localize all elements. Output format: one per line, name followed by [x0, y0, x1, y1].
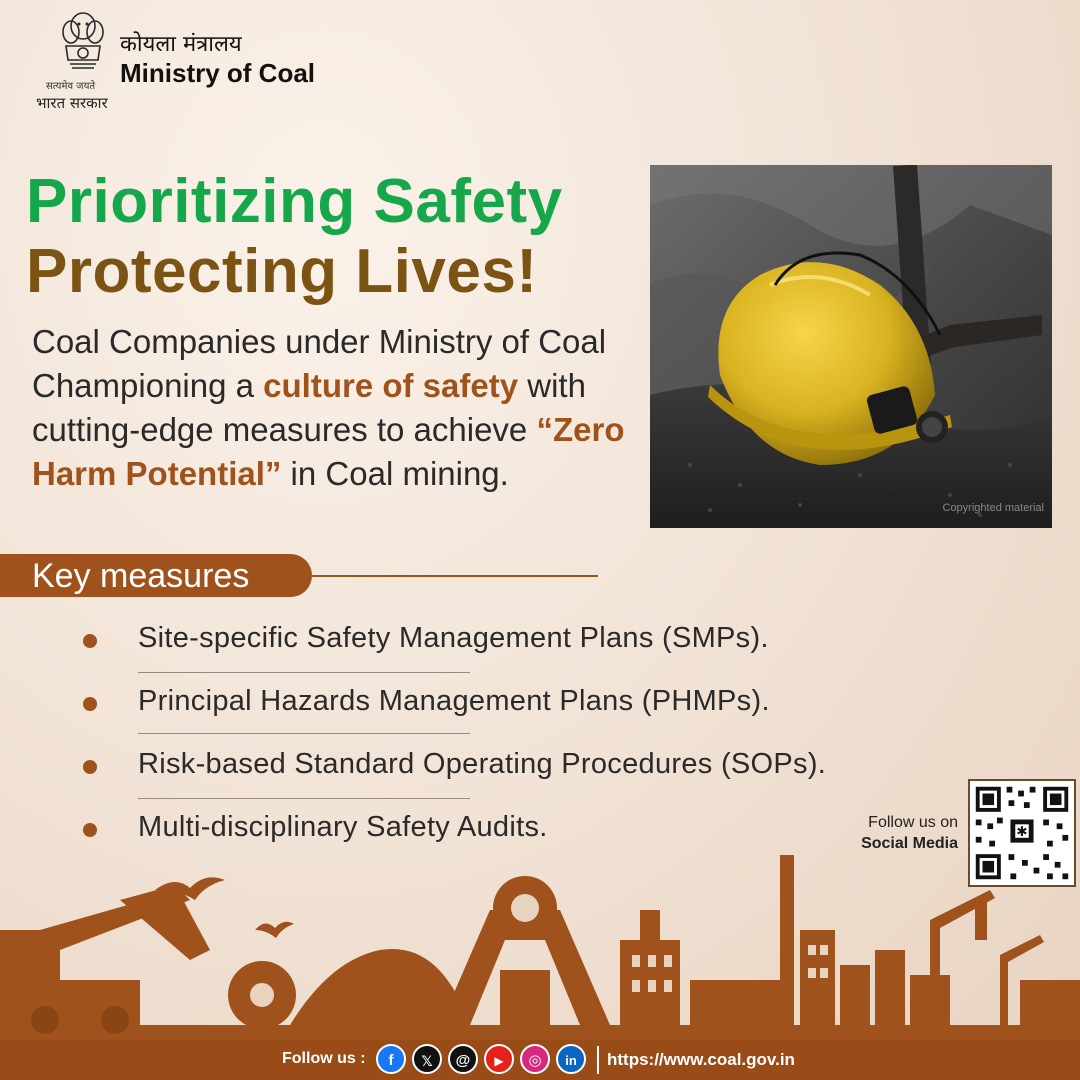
x-twitter-icon[interactable]: 𝕏	[412, 1044, 442, 1074]
qr-code-icon[interactable]	[968, 779, 1076, 887]
footer-divider	[597, 1046, 599, 1074]
government-label: भारत सरकार	[36, 94, 108, 112]
measure-text: Multi-disciplinary Safety Audits.	[138, 811, 548, 843]
measure-text: Risk-based Standard Operating Procedures (SOPs).	[138, 748, 827, 780]
measure-item	[0, 738, 980, 794]
intro-text-1: Coal Companies under Ministry of Coal Championing a	[32, 323, 607, 404]
headline-primary: Prioritizing Safety	[26, 167, 563, 236]
website-link[interactable]: https://www.coal.gov.in	[607, 1050, 795, 1069]
instagram-icon[interactable]: ◎	[520, 1044, 550, 1074]
emblem-motto: सत्यमेव जयते	[46, 81, 96, 92]
headline-secondary: Protecting Lives!	[26, 237, 538, 306]
follow-social-text	[830, 812, 958, 854]
intro-paragraph	[32, 320, 642, 496]
ministry-name-english: Ministry of Coal	[120, 58, 316, 88]
measure-text: Site-specific Safety Management Plans (SMPs).	[138, 622, 769, 654]
ministry-name-hindi: कोयला मंत्रालय	[120, 32, 242, 57]
intro-text-3: in Coal mining.	[281, 455, 509, 492]
measure-separator	[138, 733, 470, 734]
threads-icon[interactable]: @	[448, 1044, 478, 1074]
facebook-icon[interactable]: f	[376, 1044, 406, 1074]
follow-line-2: Social Media	[861, 835, 958, 852]
svg-text:✱: ✱	[1016, 823, 1028, 840]
measure-separator	[138, 672, 470, 673]
footer-follow-label: Follow us :	[282, 1050, 366, 1067]
safety-helmet-photo	[650, 165, 1052, 528]
follow-line-1: Follow us on	[868, 814, 958, 831]
footer-bar	[0, 1040, 1080, 1080]
bullet-icon	[83, 634, 97, 648]
bullet-icon	[83, 697, 97, 711]
photo-credit: Copyrighted material	[942, 502, 1044, 514]
intro-highlight-culture: culture of safety	[263, 367, 519, 404]
intro-text-2: with cutting-edge measures to achieve	[32, 367, 586, 448]
measure-item	[0, 612, 980, 668]
helmet-illustration	[650, 165, 1052, 528]
measure-text: Principal Hazards Management Plans (PHMPs).	[138, 685, 770, 717]
linkedin-icon[interactable]: in	[556, 1044, 586, 1074]
measure-item	[0, 675, 980, 731]
youtube-icon[interactable]: ▶	[484, 1044, 514, 1074]
key-measures-title: Key measures	[32, 557, 250, 595]
intro-highlight-zero-harm: “Zero Harm Potential”	[32, 411, 625, 492]
bullet-icon	[83, 760, 97, 774]
key-measures-divider	[312, 575, 598, 577]
